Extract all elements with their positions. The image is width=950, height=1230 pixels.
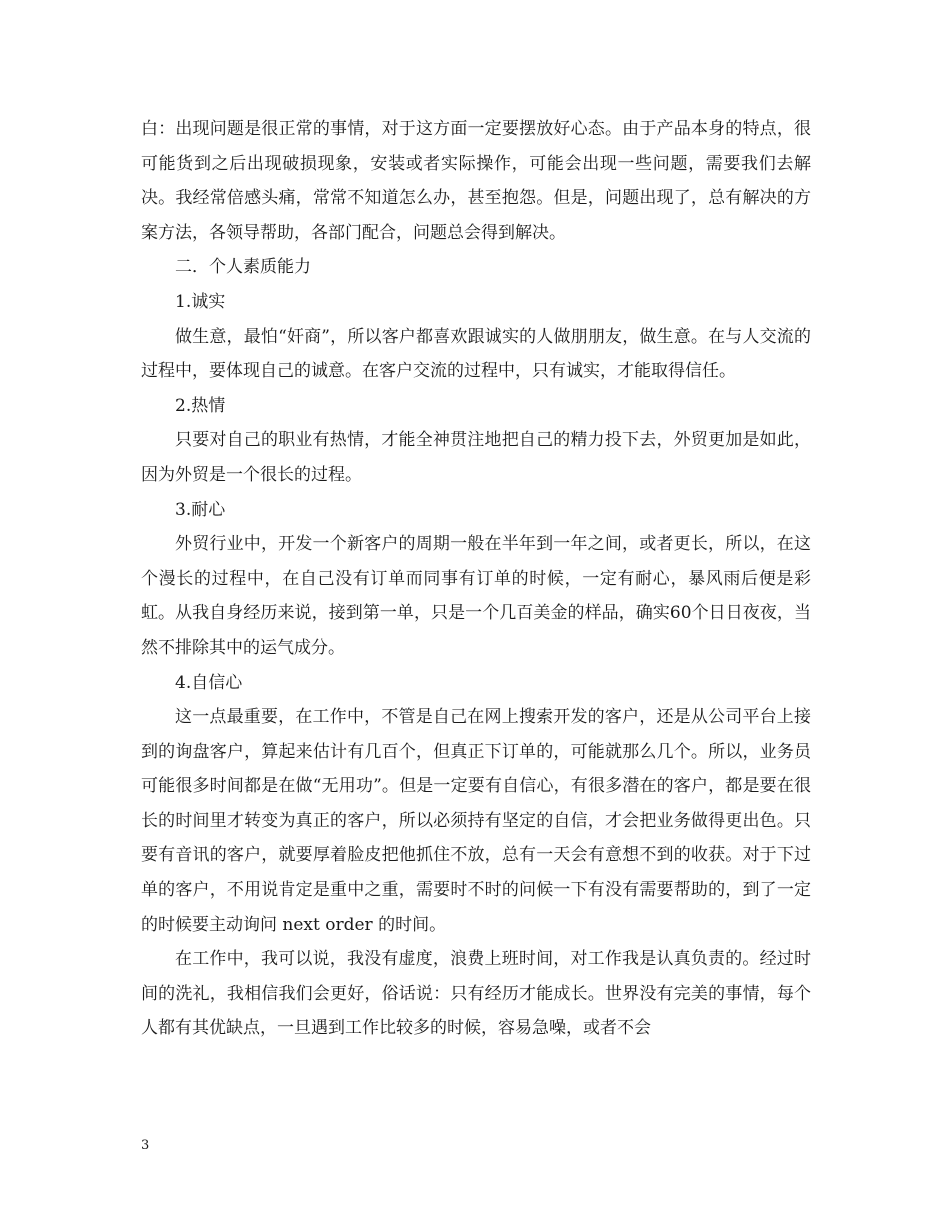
paragraph-continuation: 白：出现问题是很正常的事情，对于这方面一定要摆放好心态。由于产品本身的特点，很可能货到之后出现破损现象，安装或者实际操作，可能会出现一些问题，需要我们去解决。我经常倍感头痛，常常不知道怎么办，甚至抱怨。但是，问题出现了，总有解决的方案方法，各领导帮助，各部门配合，问题总会得到解决。: [141, 119, 811, 243]
paragraph-confidence: 这一点最重要，在工作中，不管是自己在网上搜索开发的客户，还是从公司平台上接到的询盘客户，算起来估计有几百个，但真正下订单的，可能就那么几个。所以，业务员可能很多时间都是在做“无用功”。但是一定要有自信心，有很多潜在的客户，都是要在很长的时间里才转变为真正的客户，所以必须持有坚定的自信，才会把业务做得更出色。只要有音讯的客户，就要厚着脸皮把他抓住不放，总有一天会有意想不到的收获。对于下过单的客户，不用说肯定是重中之重，需要时不时的问候一下有没有需要帮助的，到了一定的时候要主动询问 next order 的时间。: [141, 707, 811, 935]
paragraph-honesty: 做生意，最怕“奸商”，所以客户都喜欢跟诚实的人做朋朋友，做生意。在与人交流的过程中，要体现自己的诚意。在客户交流的过程中，只有诚实，才能取得信任。: [141, 326, 811, 382]
subheading-enthusiasm: 2.热情: [175, 395, 226, 416]
document-body: [141, 112, 811, 1046]
section-heading-personal-qualities: 二．个人素质能力: [175, 257, 311, 278]
subheading-patience: 3.耐心: [175, 499, 226, 520]
paragraph-enthusiasm: 只要对自己的职业有热情，才能全神贯注地把自己的精力投下去，外贸更加是如此，因为外贸是一个很长的过程。: [141, 430, 811, 485]
paragraph-work-attitude: 在工作中，我可以说，我没有虚度，浪费上班时间，对工作我是认真负责的。经过时间的洗礼，我相信我们会更好，俗话说：只有经历才能成长。世界没有完美的事情，每个人都有其优缺点，一旦遇到工作比较多的时候，容易急噪，或者不会: [141, 949, 811, 1039]
subheading-confidence: 4.自信心: [175, 672, 243, 693]
page-number: 3: [141, 1138, 150, 1153]
paragraph-patience: 外贸行业中，开发一个新客户的周期一般在半年到一年之间，或者更长，所以，在这个漫长的过程中，在自己没有订单而同事有订单的时候，一定有耐心，暴风雨后便是彩虹。从我自身经历来说，接到第一单，只是一个几百美金的样品，确实60个日日夜夜，当然不排除其中的运气成分。: [141, 534, 811, 658]
subheading-honesty: 1.诚实: [175, 291, 226, 312]
